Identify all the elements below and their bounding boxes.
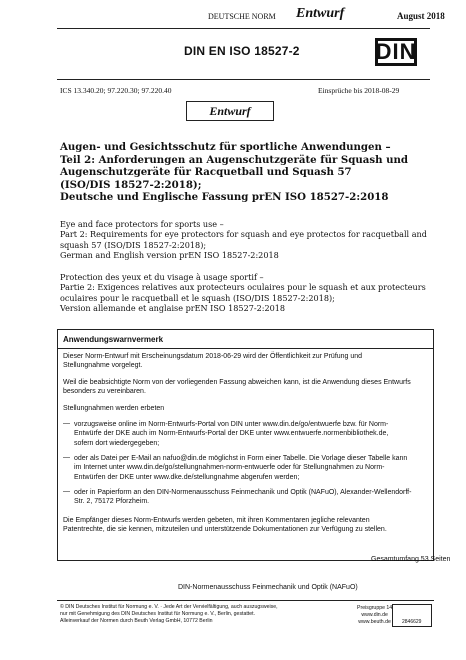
- title-english: [60, 219, 432, 260]
- notice-divider: [58, 348, 433, 349]
- bullet-line: Entwürfen der DKE unter www.dke.de/stellungnahme abgerufen werden;: [74, 473, 300, 481]
- bullet-line: sofern dort wiedergegeben;: [74, 439, 160, 447]
- draft-box: [186, 101, 274, 121]
- ics-codes: ICS 13.340.20; 97.220.30; 97.220.40: [60, 86, 172, 95]
- bullet-line: im Internet unter www.din.de/go/stellungnahmen-norm-entwuerfe oder für Stellungnahmen zu Norm-: [74, 464, 385, 472]
- bullet-dash: —: [63, 454, 70, 461]
- bullet-line: Str. 2, 75172 Pforzheim.: [74, 498, 150, 506]
- din-logo: [375, 38, 417, 66]
- publisher-label: DEUTSCHE NORM: [208, 12, 276, 21]
- bullet-line: oder als Datei per E-Mail an nafuo@din.de möglichst in Form einer Tabelle. Die Vorlage dieser Tabelle kann: [74, 455, 408, 462]
- document-number: 2846629: [402, 619, 422, 625]
- title-german-line: Augenschutzgeräte für Racquetball und Squash 57: [60, 166, 352, 179]
- bullet-dash: —: [63, 420, 70, 427]
- notice-line: Die Empfänger dieses Norm-Entwurfs werden gebeten, mit ihren Kommentaren jegliche relevanten: [63, 517, 370, 524]
- notice-paragraph: [63, 516, 429, 535]
- committee-name: DIN-Normenausschuss Feinmechanik und Optik (NAFuO): [178, 584, 358, 591]
- title-german-line: Augen- und Gesichtsschutz für sportliche Anwendungen –: [60, 141, 391, 153]
- title-english-line: Eye and face protectors for sports use –: [60, 219, 224, 229]
- title-french-line: Version allemande et anglaise prEN ISO 18527-2:2018: [60, 302, 286, 313]
- bullet-line: oder in Papierform an den DIN-Normenausschuss Feinmechanik und Optik (NAFuO), Alexander-Wellendorff-: [74, 489, 412, 496]
- notice-paragraph: [63, 352, 429, 371]
- bullet-line: vorzugsweise online im Norm-Entwurfs-Portal von DIN unter www.din.de/go/entwuerfe bzw. für Norm-: [74, 421, 389, 428]
- title-german-line: Deutsche und Englische Fassung prEN ISO 18527-2:2018: [60, 191, 389, 204]
- notice-heading: Anwendungswarnvermerk: [63, 335, 164, 344]
- title-german-line: (ISO/DIS 18527-2:2018);: [60, 178, 202, 191]
- draft-box-label: Entwurf: [209, 103, 251, 118]
- website-link[interactable]: www.beuth.de: [358, 618, 391, 625]
- title-french-line: Partie 2: Exigences relatives aux protecteurs oculaires pour le squash et aux protecteurs: [60, 282, 426, 293]
- bullet-item: [74, 454, 429, 482]
- price-group: [357, 605, 392, 625]
- din-logo-text: DIN: [375, 39, 417, 64]
- top-divider: [57, 28, 430, 29]
- bullet-line: Entwürfe der DKE auch im Norm-Entwurfs-Portal der DKE unter www.entwuerfe.normenbibliothek.de,: [74, 430, 389, 438]
- title-english-line: Part 2: Requirements for eye protectors for squash and eye protectos for racquetball and: [60, 229, 427, 240]
- notice-paragraph: [63, 404, 429, 413]
- comment-deadline: Einsprüche bis 2018-08-29: [318, 86, 400, 95]
- bullet-item: [74, 488, 429, 507]
- copyright-notice: [60, 604, 278, 624]
- title-french-line: Protection des yeux et du visage à usage sportif –: [60, 272, 264, 282]
- notice-line: Weil die beabsichtigte Norm von der vorliegenden Fassung abweichen kann, ist die Anwendung dieses Entwurfs: [63, 379, 411, 386]
- title-german-line: Teil 2: Anforderungen an Augenschutzgeräte für Squash und: [60, 153, 409, 166]
- title-french: [60, 272, 432, 313]
- publication-date: August 2018: [397, 11, 445, 21]
- bullet-item: [74, 420, 429, 448]
- notice-line: Stellungnahmen werden erbeten: [63, 405, 165, 412]
- notice-paragraph: [63, 378, 429, 397]
- document-number-box: [392, 604, 432, 627]
- notice-line: Patentrechte, die sie kennen, mitzuteilen und unterstützende Dokumentationen zur Verfügung zu stellen.: [63, 526, 387, 534]
- copyright-line: © DIN Deutsches Institut für Normung e. V. · Jede Art der Vervielfältigung, auch auszugsweise,: [60, 604, 278, 610]
- total-pages: Gesamtumfang 53 Seiten: [371, 556, 451, 563]
- title-english-line: German and English version prEN ISO 18527-2:2018: [60, 249, 279, 260]
- title-french-line: oculaires pour le racquetball et le squash (ISO/DIS 18527-2:2018);: [60, 292, 335, 303]
- website-link[interactable]: www.din.de: [361, 611, 388, 618]
- notice-line: Stellungnahme vorgelegt.: [63, 362, 143, 370]
- price-line: Preisgruppe 14: [357, 605, 393, 611]
- notice-line: Dieser Norm-Entwurf mit Erscheinungsdatum 2018-06-29 wird der Öffentlichkeit zur Prüfung und: [63, 353, 363, 360]
- warning-notice-box: [57, 329, 434, 561]
- copyright-line: nur mit Genehmigung des DIN Deutsches Institut für Normung e. V., Berlin, gestattet.: [60, 610, 256, 617]
- notice-line: besonders zu vereinbaren.: [63, 388, 146, 396]
- title-german: [60, 141, 432, 204]
- header-divider: [57, 79, 430, 80]
- status-label: Entwurf: [296, 6, 345, 21]
- bullet-dash: —: [63, 488, 70, 495]
- copyright-line: Alleinverkauf der Normen durch Beuth Verlag GmbH, 10772 Berlin: [60, 617, 213, 624]
- footer-divider: [57, 600, 434, 601]
- standard-number: DIN EN ISO 18527-2: [184, 44, 300, 58]
- title-english-line: squash 57 (ISO/DIS 18527-2:2018);: [60, 239, 207, 250]
